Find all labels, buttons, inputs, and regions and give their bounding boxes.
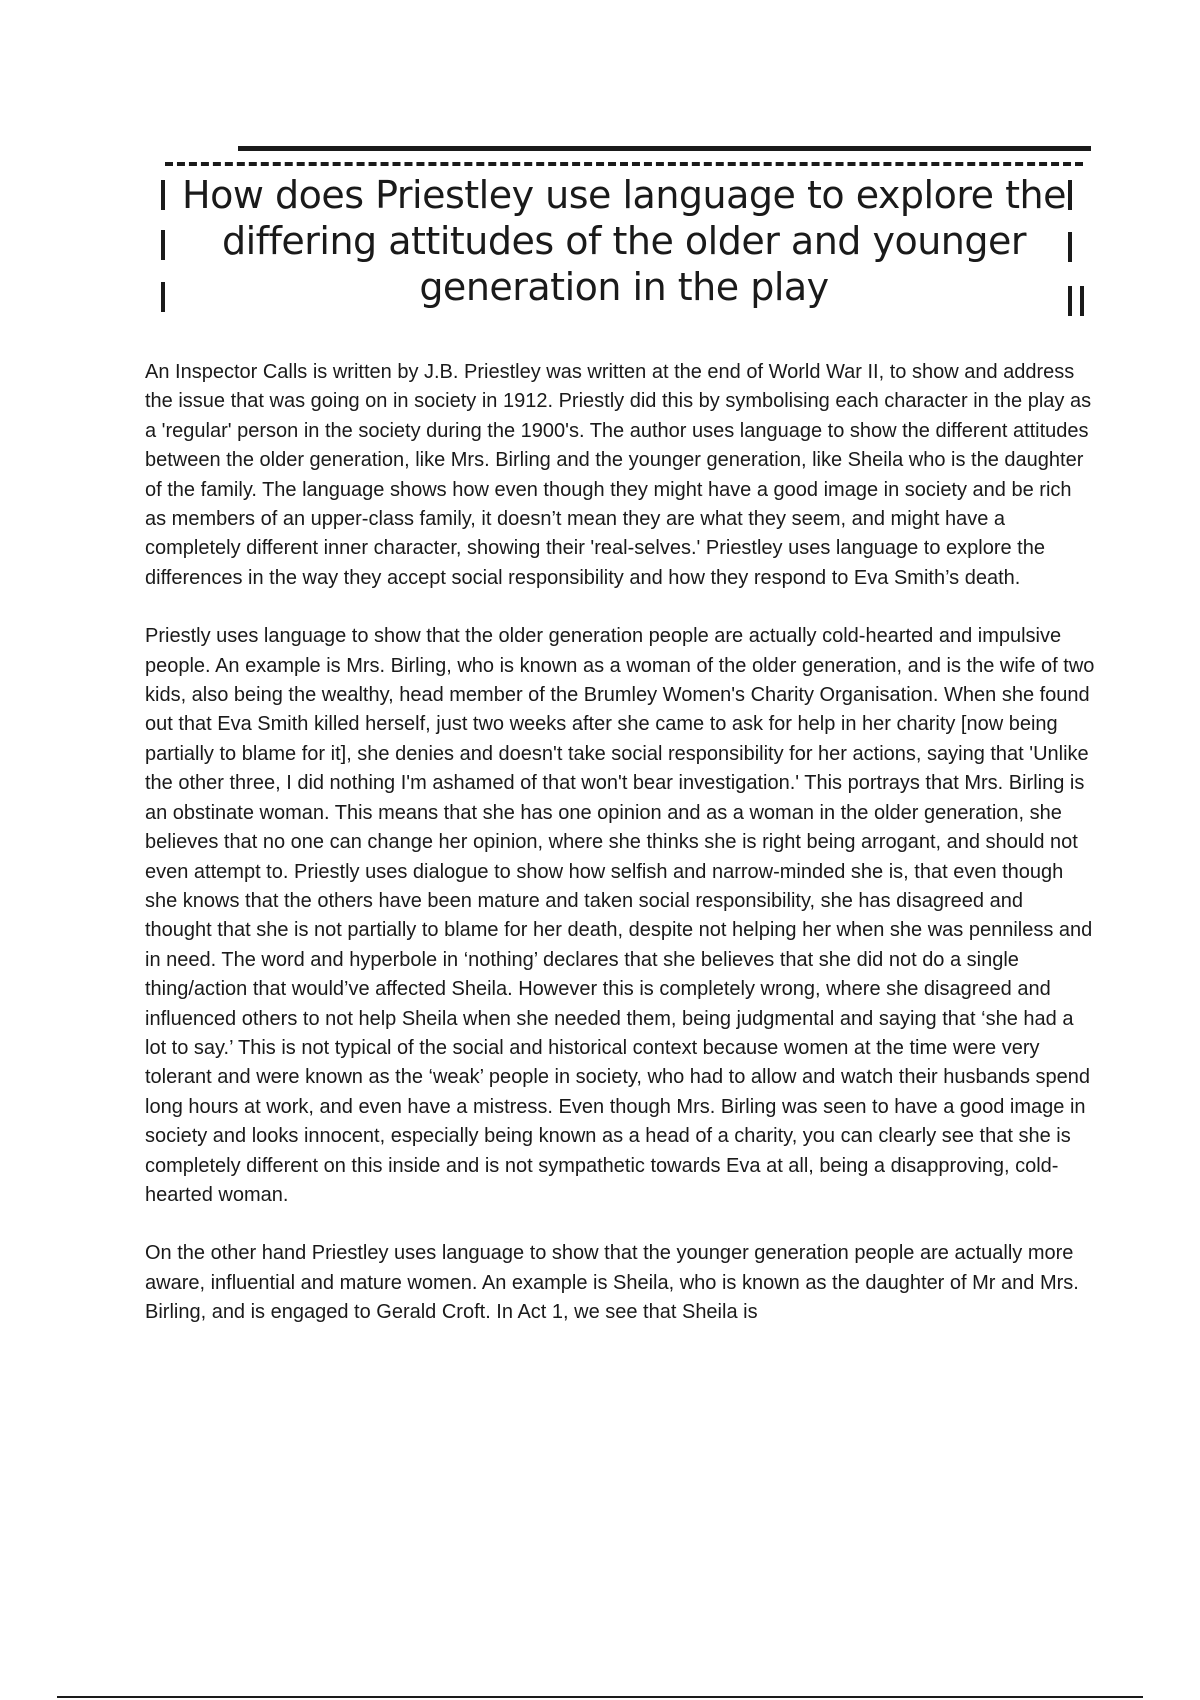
top-decorative-rule <box>238 146 1091 151</box>
essay-body <box>145 358 1095 1357</box>
paragraph-older-generation: Priestly uses language to show that the older generation people are actually cold-hearted and impulsive people. An example is Mrs. Birling, who is known as a woman of the older generation, and is the wife of two kids, also being the wealthy, head member of the Brumley Women's Charity Organisation. When she found out that Eva Smith killed herself, just two weeks after she came to ask for help in her charity [now being partially to blame for it], she denies and doesn't take social responsibility for her actions, saying that 'Unlike the other three, I did nothing I'm ashamed of that won't bear investigation.' This portrays that Mrs. Birling is an obstinate woman. This means that she has one opinion and as a woman in the older generation, she believes that no one can change her opinion, where she thinks she is right being arrogant, and should not even attempt to. Priestly uses dialogue to show how selfish and narrow-minded she is, that even though she knows that the others have been mature and taken social responsibility, she has disagreed and thought that she is not partially to blame for her death, despite not helping her when she was penniless and in need. The word and hyperbole in ‘nothing’ declares that she believes that she did not do a single thing/action that would’ve affected Sheila. However this is completely wrong, where she disagreed and influenced others to not help Sheila when she needed them, being judgmental and saying that ‘she had a lot to say.’ This is not typical of the social and historical context because women at the time were very tolerant and were known as the ‘weak’ people in society, who had to allow and watch their husbands spend long hours at work, and even have a mistress. Even though Mrs. Birling was seen to have a good image in society and looks innocent, especially being known as a head of a charity, you can clearly see that she is completely different on this inside and is not sympathetic towards Eva at all, being a disapproving, cold-hearted woman. <box>145 625 1095 1206</box>
paragraph-introduction: An Inspector Calls is written by J.B. Priestley was written at the end of World War II, to show and address the issue that was going on in society in 1912. Priestly did this by symbolising each character in the play as a 'regular' person in the society during the 1900's. The author uses language to show the different attitudes between the older generation, like Mrs. Birling and the younger generation, like Sheila who is the daughter of the family. The language shows how even though they might have a good image in society and be rich as members of an upper-class family, it doesn’t mean they are what they seem, and might have a completely different inner character, showing their 'real-selves.' Priestley uses language to explore the differences in the way they accept social responsibility and how they respond to Eva Smith’s death. <box>145 361 1092 589</box>
bottom-rule <box>57 1696 1143 1698</box>
paragraph-younger-generation: On the other hand Priestley uses language to show that the younger generation people are actually more aware, influential and mature women. An example is Sheila, who is known as the daughter of Mr and Mrs. Birling, and is engaged to Gerald Croft. In Act 1, we see that Sheila is <box>145 1242 1079 1324</box>
page-title: How does Priestley use language to explore the differing attitudes of the older and younger generation in the play <box>182 173 1066 309</box>
